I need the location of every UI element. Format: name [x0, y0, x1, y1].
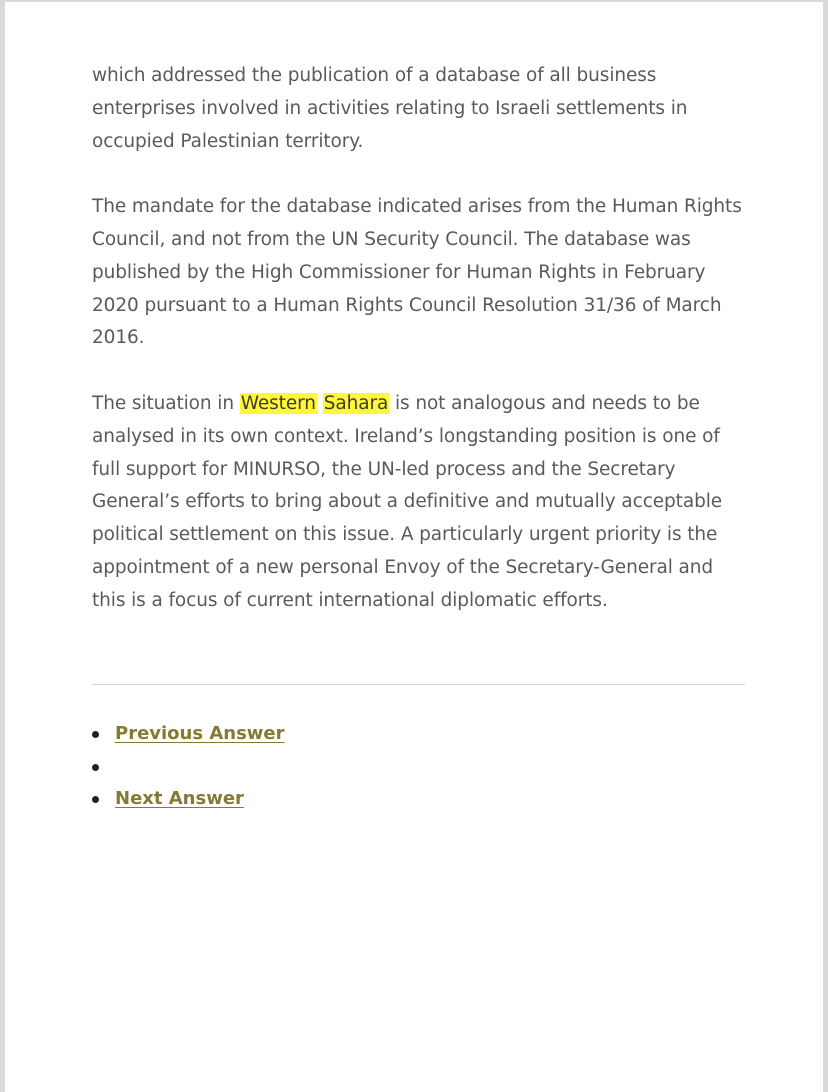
pager-item-empty — [92, 751, 285, 784]
next-answer-link[interactable]: Next Answer — [115, 788, 244, 810]
pager-item-previous — [92, 718, 285, 751]
paragraph-database: which addressed the publication of a database of all business enterprises involved in activities relating to Israeli settlements in occupied Palestinian territory. — [92, 65, 688, 152]
paragraph-rest-text: is not analogous and needs to be analysed in its own context. Ireland’s longstanding position is one of full support for MINURSO, the UN-led process and the Secretary General’s efforts to bring about a definitive and mutually acceptable political settlement on this issue. A particularly urgent priority is the appointment of a new personal Envoy of the Secretary-General and this is a focus of current international diplomatic efforts. — [92, 392, 723, 611]
bullet-icon — [92, 796, 99, 803]
paragraph-lead-text: The situation in — [92, 392, 240, 414]
pager-item-next — [92, 783, 285, 816]
search-highlight-western: Western — [240, 392, 316, 414]
previous-answer-link[interactable]: Previous Answer — [115, 723, 285, 744]
answer-pager — [92, 718, 285, 816]
bullet-icon — [92, 764, 99, 771]
answer-body — [92, 60, 752, 650]
bullet-icon — [92, 731, 99, 738]
paragraph-western-sahara — [92, 388, 752, 618]
search-highlight-sahara: Sahara — [323, 392, 389, 414]
section-divider — [92, 684, 745, 685]
paragraph-mandate: The mandate for the database indicated arises from the Human Rights Council, and not from the UN Security Council. The database was published by the High Commissioner for Human Rights in February 2020 pursuant to a Human Rights Council Resolution 31/36 of March 2016. — [92, 196, 742, 349]
